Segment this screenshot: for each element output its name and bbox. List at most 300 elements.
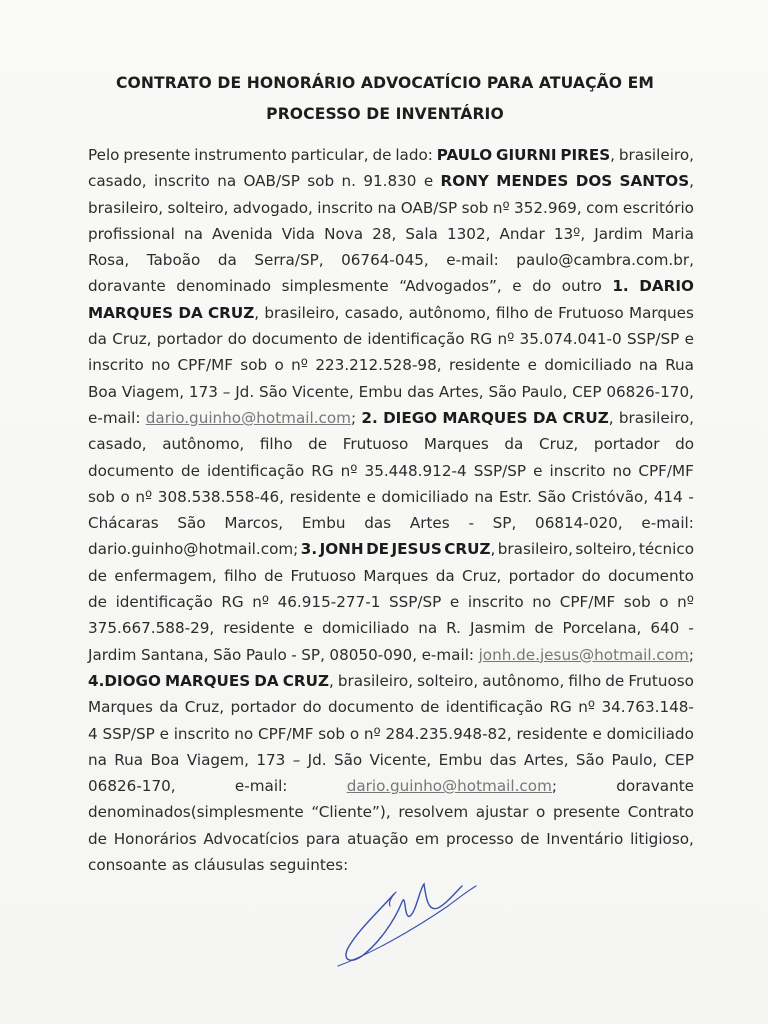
bold-name-word: DOS bbox=[575, 172, 613, 191]
text-word: da bbox=[435, 566, 455, 585]
text-word: 13º, bbox=[553, 224, 586, 243]
text-word: 640 bbox=[650, 619, 680, 638]
bold-name-word: SANTOS bbox=[619, 172, 690, 191]
text-word: seguintes: bbox=[269, 856, 349, 875]
text-word bbox=[146, 405, 356, 431]
text-word: – bbox=[222, 382, 231, 401]
text-word: CPF/MF bbox=[559, 593, 616, 612]
bold-name-word: CRUZ bbox=[444, 540, 491, 559]
text-word: nº bbox=[492, 198, 510, 217]
text-word: dario.guinho@hotmail.com; bbox=[88, 540, 299, 559]
text-word: residente bbox=[223, 619, 295, 638]
text-word: portador bbox=[156, 330, 223, 349]
text-word: advogado, bbox=[232, 198, 313, 217]
text-word: no bbox=[234, 724, 254, 743]
text-word: de bbox=[534, 619, 554, 638]
punctuation: ; bbox=[350, 408, 357, 427]
text-word: Sala bbox=[405, 224, 438, 243]
text-word: Advocatícios bbox=[203, 829, 300, 848]
punctuation: , bbox=[328, 671, 334, 690]
text-word: nº bbox=[340, 461, 358, 480]
text-word: 414 bbox=[653, 487, 683, 506]
text-word: nº bbox=[252, 593, 270, 612]
text-word: Marques bbox=[423, 435, 489, 454]
text-word: denominado bbox=[176, 277, 272, 296]
text-word: residente bbox=[448, 356, 521, 375]
text-word: e-mail: bbox=[234, 777, 288, 796]
text-word: domiciliado bbox=[321, 619, 410, 638]
text-word: brasileiro, bbox=[264, 303, 340, 322]
text-word: 08050-090, bbox=[329, 645, 418, 664]
text-word: Rua bbox=[114, 750, 144, 769]
text-line bbox=[88, 694, 694, 720]
text-word: inscrito bbox=[317, 198, 374, 217]
text-word: de bbox=[605, 671, 625, 690]
text-word: Estr. bbox=[498, 487, 533, 506]
text-word: o bbox=[274, 356, 284, 375]
text-word: Paulo, bbox=[521, 382, 568, 401]
text-word: presente bbox=[123, 146, 191, 164]
text-word: RG bbox=[221, 593, 244, 612]
text-word: Vicente, bbox=[369, 750, 432, 769]
text-word: solteiro, bbox=[417, 671, 479, 690]
text-word: 34.763.148- bbox=[601, 698, 694, 717]
text-word: Marcos, bbox=[224, 514, 284, 533]
bold-name-word: DARIO bbox=[639, 277, 694, 296]
email-link[interactable]: dario.guinho@hotmail.com bbox=[346, 777, 552, 796]
text-word: Marques bbox=[363, 566, 429, 585]
text-word: SP, bbox=[492, 514, 517, 533]
text-word: na bbox=[217, 172, 237, 191]
text-word: domiciliado bbox=[381, 487, 469, 506]
text-word: Santana, bbox=[140, 645, 209, 664]
text-word: processo bbox=[445, 829, 514, 848]
text-word: RG bbox=[549, 698, 572, 717]
bold-name-word: DIEGO bbox=[383, 408, 438, 427]
text-word: simplesmente bbox=[281, 277, 389, 296]
text-word: Frutuoso bbox=[558, 303, 624, 322]
text-word: Jardim bbox=[594, 224, 643, 243]
bold-name-word: 3. bbox=[300, 540, 318, 559]
bold-name-word: MARQUES bbox=[165, 671, 251, 690]
text-word: 173 bbox=[256, 750, 286, 769]
text-word: Jardim bbox=[88, 645, 137, 664]
text-word: o bbox=[349, 724, 360, 743]
text-word: Cruz, bbox=[112, 330, 152, 349]
text-word: 06826-170, bbox=[606, 382, 694, 401]
text-word: para bbox=[305, 829, 341, 848]
text-word: filho bbox=[568, 671, 602, 690]
text-word: o bbox=[536, 803, 546, 822]
text-word: cláusulas bbox=[193, 856, 265, 875]
text-line bbox=[88, 510, 694, 536]
text-line bbox=[88, 826, 694, 852]
text-word: domiciliado bbox=[544, 356, 632, 375]
text-word: 91.830 bbox=[363, 172, 417, 191]
text-line bbox=[88, 563, 694, 589]
text-word: Embu bbox=[438, 750, 483, 769]
text-word: SSP/SP bbox=[388, 593, 442, 612]
text-line bbox=[88, 431, 694, 457]
text-word: residente bbox=[516, 724, 588, 743]
text-word: identificação bbox=[367, 330, 465, 349]
text-word: o bbox=[120, 487, 130, 506]
text-word: Embu bbox=[358, 382, 403, 401]
text-word: Vicente, bbox=[292, 382, 354, 401]
text-word: SP, bbox=[301, 645, 325, 664]
text-word: RG bbox=[311, 461, 334, 480]
title-line-2: PROCESSO DE INVENTÁRIO bbox=[266, 105, 504, 123]
text-word: 4 bbox=[88, 724, 98, 743]
text-word: filho bbox=[259, 435, 293, 454]
text-word: da bbox=[88, 330, 107, 349]
text-word: SSP/SP bbox=[473, 461, 527, 480]
bold-name-word: 2. bbox=[361, 408, 378, 427]
text-word: sob bbox=[318, 724, 346, 743]
text-word: Jd. bbox=[307, 750, 327, 769]
text-word: casado, bbox=[344, 303, 404, 322]
text-word: brasileiro, bbox=[497, 540, 573, 559]
text-line bbox=[88, 458, 694, 484]
text-word: Cristóvão, bbox=[571, 487, 649, 506]
text-word: do bbox=[581, 566, 601, 585]
text-word: documento bbox=[251, 330, 338, 349]
text-word: atuação bbox=[347, 829, 409, 848]
text-word: - bbox=[291, 645, 297, 664]
text-word: 46.915-277-1 bbox=[277, 593, 381, 612]
text-word: n. bbox=[341, 172, 356, 191]
text-word: brasileiro, bbox=[618, 408, 694, 427]
text-word: sob bbox=[240, 356, 268, 375]
title-line-1: CONTRATO DE HONORÁRIO ADVOCATÍCIO PARA ATUAÇÃO EM bbox=[115, 74, 655, 92]
text-word: o bbox=[659, 593, 669, 612]
text-word: da bbox=[504, 435, 524, 454]
text-word: 375.667.588-29, bbox=[88, 619, 215, 638]
text-word: 173 bbox=[188, 382, 218, 401]
text-word: Jd. bbox=[235, 382, 255, 401]
text-word: 06826-170, bbox=[88, 777, 176, 796]
text-word: casado, bbox=[88, 435, 147, 454]
handwritten-signature bbox=[330, 862, 480, 974]
text-word: residente bbox=[289, 487, 361, 506]
text-word: no bbox=[612, 461, 632, 480]
text-line bbox=[88, 195, 694, 221]
text-word: e bbox=[159, 724, 169, 743]
text-word: São bbox=[537, 487, 566, 506]
text-word: São bbox=[333, 750, 363, 769]
text-line bbox=[88, 615, 694, 641]
text-word: Cruz, bbox=[538, 435, 579, 454]
text-word: de bbox=[180, 461, 200, 480]
text-word: do bbox=[532, 277, 552, 296]
bold-name-word: MENDES bbox=[496, 172, 569, 191]
text-word: doravante bbox=[88, 277, 166, 296]
text-word: Rua bbox=[665, 356, 694, 375]
text-word: e bbox=[527, 356, 537, 375]
text-word: inscrito bbox=[154, 172, 210, 191]
text-word: RG bbox=[469, 330, 493, 349]
text-word: Cruz, bbox=[184, 698, 225, 717]
text-word: 28, bbox=[372, 224, 397, 243]
text-word: na bbox=[377, 198, 397, 217]
text-word: 06814-020, bbox=[535, 514, 623, 533]
text-word bbox=[479, 642, 694, 668]
text-word: Artes bbox=[409, 514, 450, 533]
text-word: Rosa, bbox=[88, 251, 130, 270]
bold-name-word: MARQUES bbox=[442, 408, 528, 427]
text-word: técnico bbox=[638, 540, 694, 559]
text-word: do bbox=[227, 330, 247, 349]
text-word: e bbox=[592, 724, 602, 743]
text-word bbox=[347, 773, 557, 799]
text-word: Artes, bbox=[523, 750, 569, 769]
text-word: e bbox=[366, 487, 376, 506]
bold-name-word: PIRES bbox=[560, 146, 611, 164]
text-line bbox=[88, 747, 694, 773]
email-link[interactable]: dario.guinho@hotmail.com bbox=[145, 408, 351, 427]
text-word: escritório bbox=[622, 198, 694, 217]
bold-name-word: GIURNI bbox=[495, 146, 557, 164]
text-word: no bbox=[532, 593, 552, 612]
text-word: nº bbox=[363, 724, 381, 743]
text-word: documento bbox=[607, 566, 694, 585]
text-word: lado: bbox=[395, 146, 433, 164]
text-word: 352.969, bbox=[514, 198, 582, 217]
text-word: nº bbox=[578, 698, 596, 717]
text-word: inscrito bbox=[549, 461, 606, 480]
text-word: portador bbox=[230, 698, 297, 717]
text-word: da bbox=[217, 251, 237, 270]
text-word: brasileiro, bbox=[618, 146, 694, 164]
text-word: inscrito bbox=[88, 356, 144, 375]
text-word bbox=[208, 300, 259, 326]
text-word: Marques bbox=[628, 303, 694, 322]
text-word: Boa bbox=[150, 750, 180, 769]
text-word: nº bbox=[135, 487, 153, 506]
text-word: e bbox=[423, 172, 434, 191]
punctuation: , bbox=[490, 540, 496, 559]
text-word: Taboão bbox=[146, 251, 201, 270]
text-word: “Advogados”, bbox=[399, 277, 502, 296]
text-word: Viagem, bbox=[121, 382, 185, 401]
text-word bbox=[560, 142, 615, 168]
text-word: profissional bbox=[88, 224, 175, 243]
punctuation: , bbox=[610, 146, 615, 164]
text-word: do bbox=[675, 435, 694, 454]
text-word: CPF/MF bbox=[257, 724, 314, 743]
text-word: inscrito bbox=[467, 593, 524, 612]
text-line bbox=[88, 536, 694, 562]
text-word: e bbox=[512, 277, 522, 296]
document-body bbox=[88, 142, 694, 878]
email-link[interactable]: jonh.de.jesus@hotmail.com bbox=[478, 645, 689, 664]
text-line bbox=[88, 142, 694, 168]
text-word: as bbox=[171, 856, 189, 875]
text-word: Frutuoso bbox=[342, 435, 409, 454]
text-word: em bbox=[415, 829, 440, 848]
text-word: inscrito bbox=[173, 724, 230, 743]
text-word: enfermagem, bbox=[114, 566, 217, 585]
text-word: CPF/MF bbox=[177, 356, 233, 375]
text-line bbox=[88, 589, 694, 615]
text-line bbox=[88, 247, 694, 273]
text-word: identificação bbox=[445, 698, 543, 717]
text-word: 35.074.041-0 bbox=[519, 330, 622, 349]
text-word: litigioso, bbox=[630, 829, 694, 848]
text-line bbox=[88, 642, 694, 668]
text-word: Nova bbox=[324, 224, 364, 243]
text-word: Chácaras bbox=[88, 514, 159, 533]
text-word: e bbox=[449, 593, 460, 612]
text-word: e bbox=[303, 619, 313, 638]
text-word: Jasmim bbox=[470, 619, 526, 638]
punctuation: ; bbox=[688, 645, 694, 664]
text-word: denominados(simplesmente bbox=[88, 803, 304, 822]
bold-name-word: DA bbox=[178, 303, 203, 322]
text-line bbox=[88, 668, 694, 694]
text-line bbox=[88, 168, 694, 194]
text-word: resolvem bbox=[398, 803, 469, 822]
text-word: outro bbox=[561, 277, 602, 296]
text-word: 06764-045, bbox=[341, 251, 429, 270]
text-line bbox=[88, 405, 694, 431]
text-word: brasileiro, bbox=[337, 671, 414, 690]
text-word: solteiro, bbox=[575, 540, 637, 559]
bold-name-word: DE bbox=[366, 540, 390, 559]
text-word: São bbox=[213, 645, 242, 664]
text-word: OAB/SP bbox=[243, 172, 300, 191]
text-word: - bbox=[688, 487, 694, 506]
text-word: de bbox=[533, 303, 553, 322]
text-line bbox=[88, 300, 694, 326]
text-word: Andar bbox=[499, 224, 545, 243]
text-word: 223.212.528-98, bbox=[315, 356, 442, 375]
text-word: filho bbox=[495, 303, 529, 322]
text-word: das bbox=[364, 514, 392, 533]
punctuation: ; bbox=[551, 777, 557, 796]
text-word: e-mail: bbox=[641, 514, 694, 533]
text-word: presente bbox=[552, 803, 621, 822]
text-word: Avenida bbox=[212, 224, 273, 243]
bold-name-word: 4.DIOGO bbox=[88, 671, 161, 690]
text-word: nº bbox=[677, 593, 694, 612]
text-word: consoante bbox=[88, 856, 167, 875]
text-word bbox=[283, 668, 334, 694]
text-word: autônomo, bbox=[482, 671, 565, 690]
bold-name-word: CRUZ bbox=[562, 408, 609, 427]
text-word: de bbox=[520, 829, 540, 848]
text-word: Artes, bbox=[438, 382, 484, 401]
bold-name-word: CRUZ bbox=[208, 303, 255, 322]
text-word: Contrato bbox=[627, 803, 694, 822]
text-word: CEP bbox=[572, 382, 602, 401]
text-word: Viagem, bbox=[186, 750, 250, 769]
text-word: de bbox=[88, 593, 107, 612]
text-word: particular, bbox=[290, 146, 369, 164]
text-word: e-mail: bbox=[421, 645, 475, 664]
text-line bbox=[88, 326, 694, 352]
text-word: sob bbox=[623, 593, 651, 612]
text-word: das bbox=[407, 382, 435, 401]
text-word: das bbox=[489, 750, 517, 769]
text-word: Frutuoso bbox=[290, 566, 357, 585]
bold-name-word: JONH bbox=[319, 540, 364, 559]
text-word: 35.448.912-4 bbox=[364, 461, 467, 480]
text-word: na bbox=[638, 356, 658, 375]
text-word: nº bbox=[497, 330, 515, 349]
bold-name-word: MARQUES bbox=[88, 303, 174, 322]
text-line bbox=[88, 352, 694, 378]
text-word: de bbox=[343, 330, 363, 349]
text-word: - bbox=[688, 619, 694, 638]
text-word: São bbox=[575, 750, 605, 769]
text-word: São bbox=[259, 382, 288, 401]
text-word: portador bbox=[593, 435, 660, 454]
text-word: e bbox=[533, 461, 543, 480]
text-word: solteiro, bbox=[167, 198, 229, 217]
bold-name-word: DA bbox=[254, 671, 279, 690]
text-word: da bbox=[159, 698, 179, 717]
text-word: Inventário bbox=[546, 829, 624, 848]
text-word: paulo@cambra.com.br, bbox=[516, 251, 694, 270]
bold-name-word: JESUS bbox=[391, 540, 442, 559]
text-word bbox=[444, 536, 495, 562]
bold-name-word: DA bbox=[532, 408, 558, 427]
document-title bbox=[80, 68, 690, 130]
text-word: Maria bbox=[651, 224, 694, 243]
text-word: portador bbox=[508, 566, 575, 585]
text-word: na bbox=[184, 224, 203, 243]
text-word: São bbox=[177, 514, 206, 533]
text-word: Embu bbox=[301, 514, 346, 533]
text-line bbox=[88, 221, 694, 247]
text-word: 284.235.948-82, bbox=[385, 724, 512, 743]
punctuation: , bbox=[689, 172, 694, 191]
text-word: ajustar bbox=[475, 803, 529, 822]
text-word: - bbox=[468, 514, 474, 533]
text-word: de bbox=[308, 435, 328, 454]
text-line bbox=[88, 773, 694, 799]
text-word: CPF/MF bbox=[638, 461, 694, 480]
bold-name-word: CRUZ bbox=[282, 671, 329, 690]
text-word: documento bbox=[88, 461, 174, 480]
text-word: R. bbox=[446, 619, 461, 638]
bold-name-word: PAULO bbox=[436, 146, 493, 164]
text-word: instrumento bbox=[194, 146, 287, 164]
text-word: com bbox=[586, 198, 619, 217]
text-word: Paulo, bbox=[611, 750, 658, 769]
text-word: SSP/SP bbox=[626, 330, 680, 349]
text-word: sob bbox=[461, 198, 489, 217]
text-word: OAB/SP bbox=[400, 198, 458, 217]
text-word: Honorários bbox=[113, 829, 197, 848]
text-word: Cruz, bbox=[462, 566, 502, 585]
text-word: na bbox=[474, 487, 494, 506]
text-line bbox=[88, 799, 694, 825]
text-word: sob bbox=[307, 172, 335, 191]
text-word: filho bbox=[224, 566, 257, 585]
text-word: autônomo, bbox=[408, 303, 491, 322]
text-word: de bbox=[420, 698, 440, 717]
text-word: na bbox=[88, 750, 107, 769]
text-word: sob bbox=[88, 487, 115, 506]
text-word: Frutuoso bbox=[628, 671, 694, 690]
text-word: Serra/SP, bbox=[254, 251, 324, 270]
text-word: 1302, bbox=[446, 224, 491, 243]
text-word: nº bbox=[291, 356, 308, 375]
text-word: – bbox=[292, 750, 301, 769]
text-word: identificação bbox=[207, 461, 305, 480]
